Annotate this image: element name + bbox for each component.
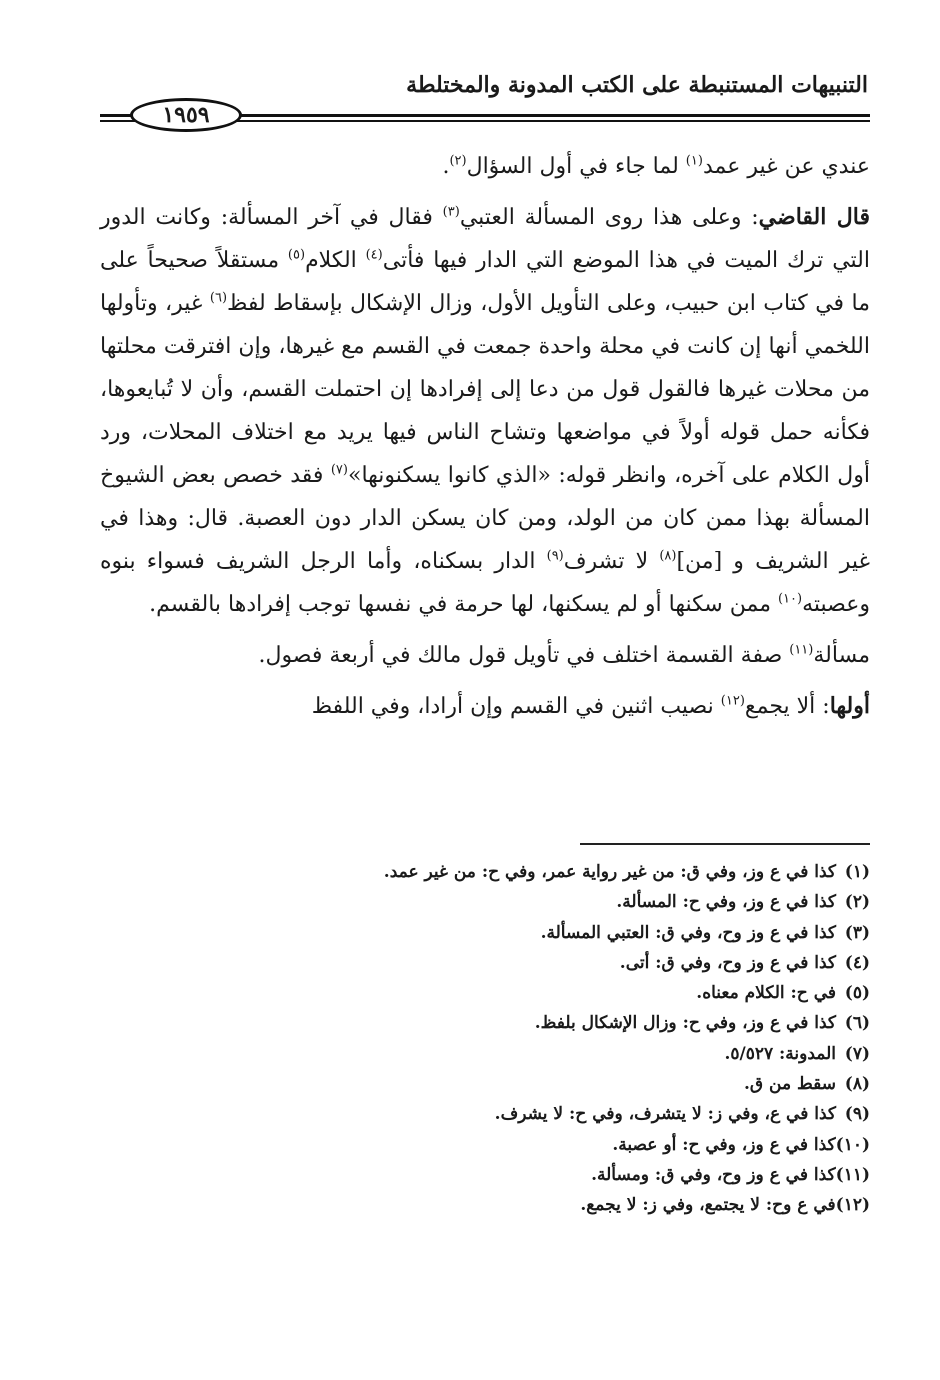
footnote-number: (٨) bbox=[844, 1074, 870, 1095]
footnote-item bbox=[100, 1130, 870, 1160]
paragraph-lead: أولها bbox=[829, 693, 870, 719]
paragraph-4 bbox=[100, 685, 870, 728]
text-run: فقد خصص بعض الشيوخ المسألة بهذا ممن كان من الولد، ومن كان يسكن الدار دون العصبة. قال: وهذا في غير الشريف و [من] bbox=[100, 463, 871, 574]
paragraph-1 bbox=[100, 145, 870, 188]
text-run: الكلام bbox=[305, 248, 366, 273]
footnote-item bbox=[100, 887, 870, 917]
footnote-number: (١١) bbox=[835, 1164, 870, 1185]
text-run: نصيب اثنين في القسم وإن أرادا، وفي اللفظ bbox=[311, 694, 721, 719]
page-number: ١٩٥٩ bbox=[130, 98, 242, 132]
footnote-text: المدونة: ٥/٥٢٧. bbox=[724, 1043, 836, 1064]
text-run: . bbox=[442, 154, 450, 179]
footnote-number: (٤) bbox=[844, 952, 870, 973]
footnote-ref[interactable]: (١٢) bbox=[720, 693, 745, 709]
text-run: صفة القسمة اختلف في تأويل قول مالك في أربعة فصول. bbox=[258, 643, 790, 668]
footnote-number: (٧) bbox=[844, 1043, 870, 1064]
footnotes-list bbox=[100, 857, 870, 1221]
footnote-ref[interactable]: (٩) bbox=[546, 548, 564, 564]
footnote-text: كذا في ع وز وح، وفي ق: العتبي المسألة. bbox=[540, 922, 836, 943]
footnote-ref[interactable]: (٥) bbox=[287, 247, 306, 263]
footnote-number: (٥) bbox=[844, 983, 870, 1004]
footnote-ref[interactable]: (١) bbox=[685, 153, 703, 169]
footnote-text: كذا في ع وز، وفي ق: من غير رواية عمر، وفي ح: من غير عمد. bbox=[383, 862, 836, 882]
footnote-item bbox=[100, 1008, 870, 1038]
footnote-text: في ع وح: لا يجتمع، وفي ز: لا يجمع. bbox=[580, 1195, 836, 1216]
footnote-ref[interactable]: (١١) bbox=[789, 642, 814, 658]
footnote-item bbox=[100, 1190, 870, 1220]
footnote-ref[interactable]: (٣) bbox=[442, 204, 460, 220]
footnote-text: كذا في ع وز، وفي ح: وزال الإشكال بلفظ. bbox=[534, 1013, 836, 1034]
footnote-item bbox=[100, 857, 870, 887]
footnote-text: كذا في ع وز وح، وفي ق: ومسألة. bbox=[591, 1164, 836, 1185]
text-run: مسألة bbox=[813, 643, 870, 668]
footnote-text: في ح: الكلام معناه. bbox=[696, 983, 836, 1004]
footnote-number: (٢) bbox=[844, 892, 870, 913]
footnote-ref[interactable]: (٦) bbox=[209, 290, 228, 306]
footnote-number: (١) bbox=[844, 862, 870, 882]
footnote-number: (٣) bbox=[844, 922, 870, 943]
text-run: مستقلاً صحيحاً على ما في كتاب ابن حبيب، وعلى التأويل الأول، وزال الإشكال بإسقاط لفظ bbox=[100, 248, 870, 316]
footnote-number: (٩) bbox=[844, 1104, 870, 1125]
footnote-number: (١٠) bbox=[835, 1134, 870, 1155]
text-run: لا تشرف bbox=[563, 549, 660, 574]
text-run: عندي عن غير عمد bbox=[702, 154, 870, 179]
footnote-item bbox=[100, 1160, 870, 1190]
text-run: غير، وتأولها اللخمي أنها إن كانت في محلة واحدة جمعت في القسم مع غيرها، وإن افترقت محلتها من محلات غيرها فالقول قول من دعا إلى إفرادها إن احتملت القسم، وأن لا تُبايعوها، فكأنه حمل قوله أولاً في مواضعها وتشاح الناس فيها يريد مع اختلاف المحلات، ورد أول الكلام على آخره، وانظر قوله: «الذي كانوا يسكنونها» bbox=[100, 291, 870, 488]
text-run: ممن سكنها أو لم يسكنها، لها حرمة في نفسها توجب إفرادها بالقسم. bbox=[149, 592, 778, 617]
footnote-number: (٦) bbox=[844, 1013, 870, 1034]
footnote-number: (١٢) bbox=[835, 1195, 870, 1216]
text-run: فقال في آخر المسألة: وكانت الدور التي ترك الميت في هذا الموضع التي الدار فيها فأتى bbox=[100, 205, 870, 273]
text-run: الدار بسكناه، وأما الرجل الشريف فسواء بنوه وعصبته bbox=[100, 549, 870, 617]
footnote-item bbox=[100, 1099, 870, 1129]
paragraph-2 bbox=[100, 196, 870, 626]
footnote-text: كذا في ع، وفي ز: لا يتشرف، وفي ح: لا يشرف. bbox=[494, 1104, 836, 1125]
footnote-ref[interactable]: (١٠) bbox=[777, 591, 803, 607]
footnote-ref[interactable]: (٧) bbox=[330, 462, 348, 478]
footnote-text: كذا في ع وز، وفي ح: المسألة. bbox=[616, 892, 836, 913]
running-header-title: التنبيهات المستنبطة على الكتب المدونة والمختلطة bbox=[406, 72, 868, 98]
footnote-text: كذا في ع وز، وفي ح: أو عصبة. bbox=[612, 1134, 836, 1155]
footnote-text: كذا في ع وز وح، وفي ق: أتى. bbox=[619, 952, 836, 973]
footnote-item bbox=[100, 918, 870, 948]
text-run: : ألا يجمع bbox=[744, 694, 830, 719]
footnote-item bbox=[100, 1039, 870, 1069]
footnote-item bbox=[100, 1069, 870, 1099]
footnote-item bbox=[100, 948, 870, 978]
footnote-ref[interactable]: (٨) bbox=[659, 548, 677, 564]
footnote-ref[interactable]: (٢) bbox=[449, 153, 467, 169]
footnote-item bbox=[100, 978, 870, 1008]
text-run: لما جاء في أول السؤال bbox=[466, 154, 686, 179]
text-run: : وعلى هذا روى المسألة العتبي bbox=[459, 205, 759, 230]
paragraph-lead: قال القاضي bbox=[758, 204, 870, 230]
footnote-text: سقط من ق. bbox=[744, 1074, 836, 1095]
main-text bbox=[100, 145, 870, 728]
footnote-separator bbox=[580, 843, 870, 845]
footnote-ref[interactable]: (٤) bbox=[365, 247, 383, 263]
paragraph-3 bbox=[100, 634, 870, 677]
